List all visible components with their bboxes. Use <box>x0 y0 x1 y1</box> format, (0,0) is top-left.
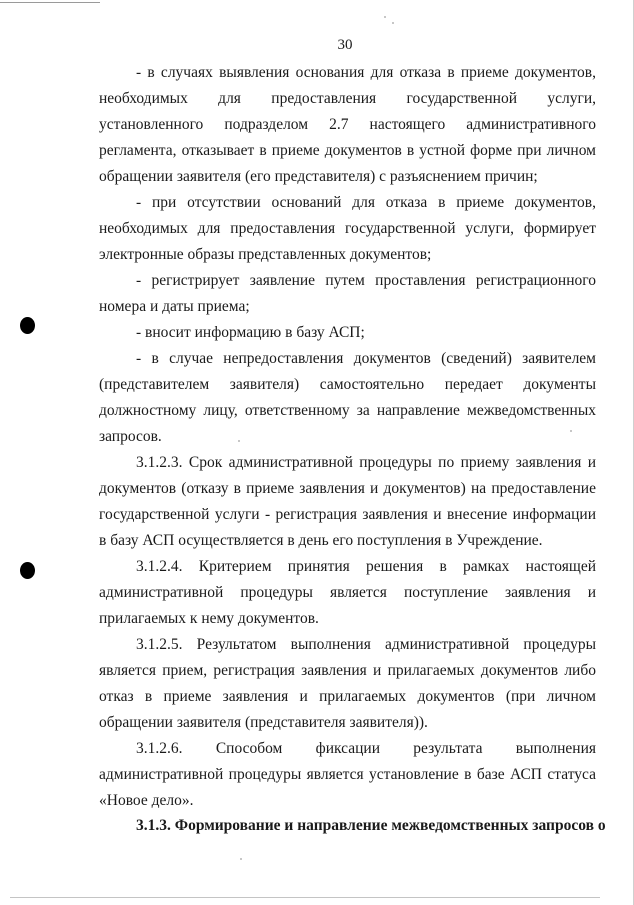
scan-speck <box>392 22 394 24</box>
document-body <box>99 60 596 814</box>
paragraph: - вносит информацию в базу АСП; <box>136 324 365 341</box>
scan-edge-bottom <box>10 897 600 898</box>
paragraph: 3.1.2.5. Результатом выполнения административной процедуры является прием, регистрация заявления и прилагаемых документов либо отказ в приеме заявления и прилагаемых документов (при личном обращении заявителя (представителя заявителя)). <box>99 636 596 731</box>
paragraph: - регистрирует заявление путем проставления регистрационного номера и даты приема; <box>99 272 596 315</box>
paragraph: - при отсутствии оснований для отказа в приеме документов, необходимых для предоставления государственной услуги, формирует электронные образы представленных документов; <box>99 194 596 263</box>
page-number: 30 <box>337 37 353 53</box>
punch-hole-mark <box>20 562 35 579</box>
paragraph: 3.1.2.4. Критерием принятия решения в рамках настоящей административной процедуры является поступление заявления и прилагаемых к нему документов. <box>99 558 596 627</box>
section-heading: 3.1.3. Формирование и направление межведомственных запросов о <box>136 817 606 834</box>
paragraph: - в случае непредоставления документов (сведений) заявителем (представителем заявителя) самостоятельно передает документы должностному лицу, ответственному за направление межведомственных запросов. <box>99 350 596 445</box>
scan-speck <box>384 16 386 18</box>
paragraph: - в случаях выявления основания для отказа в приеме документов, необходимых для предоставления государственной услуги, установленного подразделом 2.7 настоящего административного регламента, отказывает в приеме документов в устной форме при личном обращении заявителя (его представителя) с разъяснением причин; <box>99 64 596 185</box>
scan-speck <box>240 858 242 860</box>
punch-hole-mark <box>20 317 35 334</box>
scan-edge-top <box>0 2 100 3</box>
paragraph: 3.1.2.3. Срок административной процедуры по приему заявления и документов (отказу в приеме заявления и документов) на предоставление государственной услуги - регистрация заявления и внесение информации в базу АСП осуществляется в день его поступления в Учреждение. <box>99 454 596 549</box>
paragraph: 3.1.2.6. Способом фиксации результата выполнения административной процедуры является установление в базе АСП статуса «Новое дело». <box>99 740 596 809</box>
